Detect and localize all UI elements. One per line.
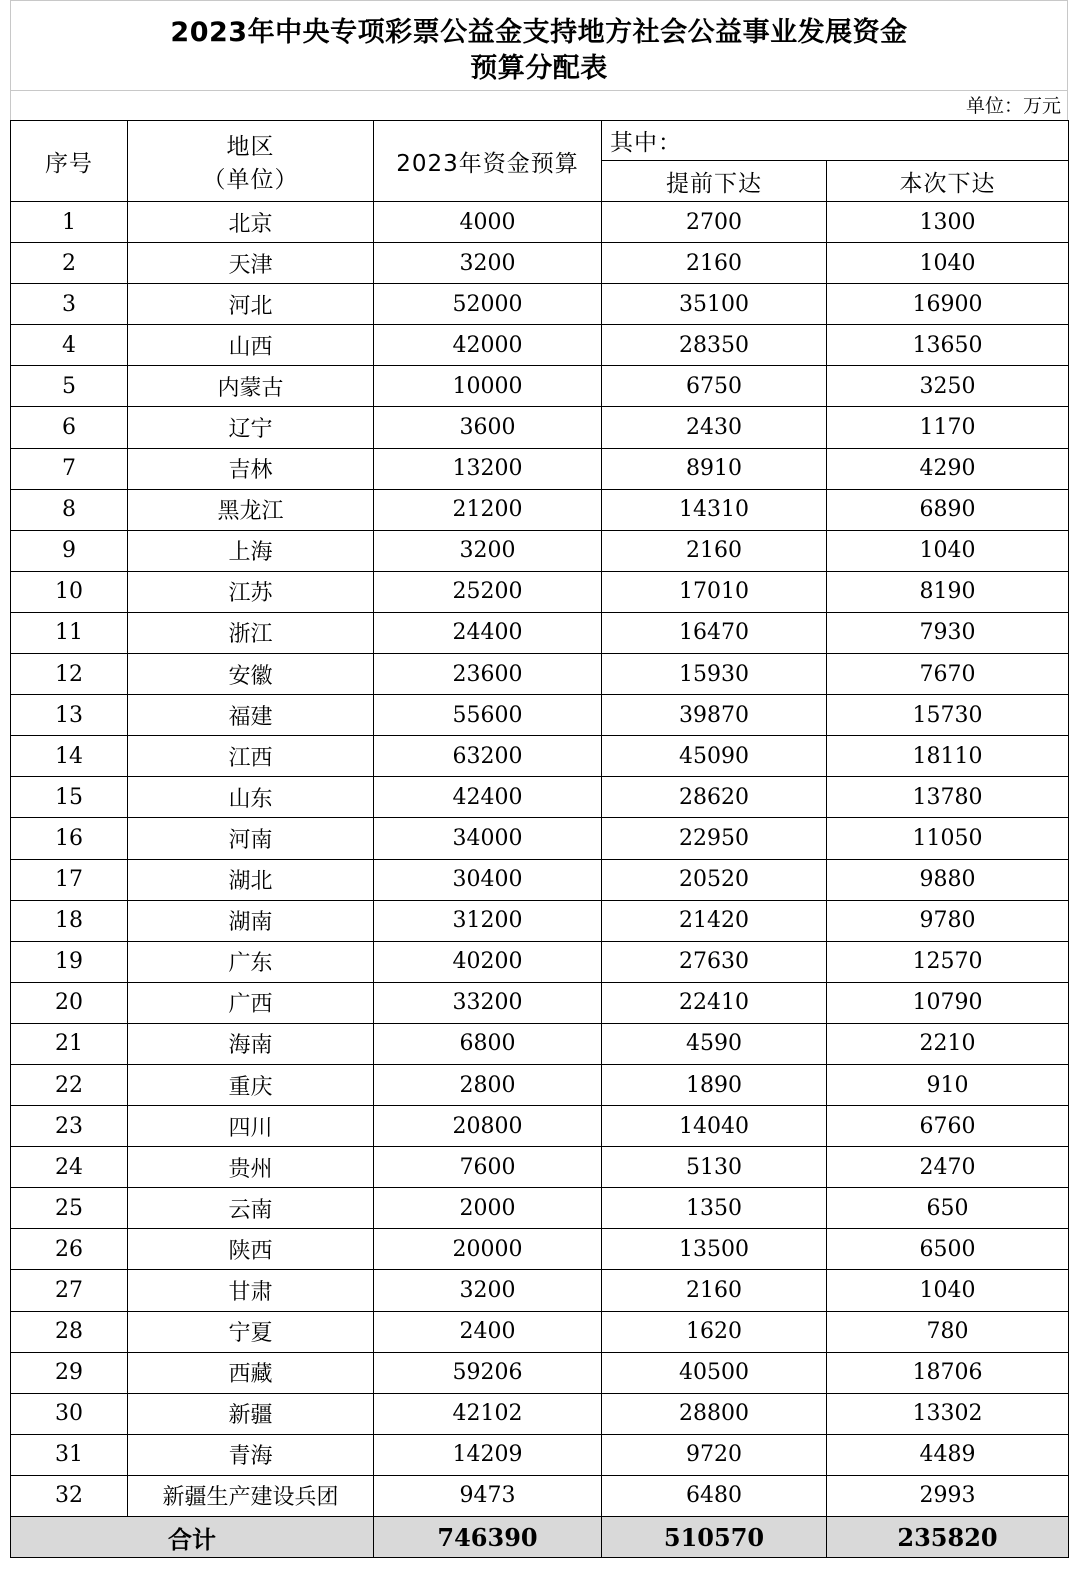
cell-current: 1170 xyxy=(827,407,1069,448)
cell-current: 910 xyxy=(827,1064,1069,1105)
cell-seq: 23 xyxy=(11,1106,128,1147)
cell-region: 海南 xyxy=(128,1023,374,1064)
cell-region: 河北 xyxy=(128,284,374,325)
cell-current: 4290 xyxy=(827,448,1069,489)
cell-current: 1040 xyxy=(827,530,1069,571)
header-current: 本次下达 xyxy=(827,161,1069,202)
cell-seq: 24 xyxy=(11,1147,128,1188)
cell-advance: 21420 xyxy=(602,900,827,941)
table-row xyxy=(11,366,1069,407)
cell-seq: 29 xyxy=(11,1352,128,1393)
cell-current: 7930 xyxy=(827,612,1069,653)
cell-current: 6500 xyxy=(827,1229,1069,1270)
cell-budget: 3200 xyxy=(374,243,602,284)
cell-seq: 10 xyxy=(11,571,128,612)
table-row xyxy=(11,243,1069,284)
cell-region: 甘肃 xyxy=(128,1270,374,1311)
cell-budget: 34000 xyxy=(374,818,602,859)
header-seq: 序号 xyxy=(11,121,128,202)
table-row xyxy=(11,489,1069,530)
cell-seq: 1 xyxy=(11,202,128,243)
cell-seq: 26 xyxy=(11,1229,128,1270)
cell-region: 内蒙古 xyxy=(128,366,374,407)
cell-seq: 18 xyxy=(11,900,128,941)
header-budget: 2023年资金预算 xyxy=(374,121,602,202)
cell-current: 650 xyxy=(827,1188,1069,1229)
table-row xyxy=(11,1147,1069,1188)
cell-advance: 16470 xyxy=(602,612,827,653)
cell-advance: 45090 xyxy=(602,736,827,777)
cell-seq: 13 xyxy=(11,695,128,736)
cell-seq: 28 xyxy=(11,1311,128,1352)
cell-current: 9780 xyxy=(827,900,1069,941)
cell-budget: 42000 xyxy=(374,325,602,366)
cell-advance: 6480 xyxy=(602,1475,827,1516)
cell-advance: 1620 xyxy=(602,1311,827,1352)
cell-budget: 40200 xyxy=(374,941,602,982)
cell-budget: 42400 xyxy=(374,777,602,818)
cell-current: 1040 xyxy=(827,243,1069,284)
table-row xyxy=(11,530,1069,571)
table-row xyxy=(11,612,1069,653)
cell-region: 浙江 xyxy=(128,612,374,653)
cell-budget: 3200 xyxy=(374,530,602,571)
table-row xyxy=(11,1188,1069,1229)
cell-current: 2993 xyxy=(827,1475,1069,1516)
cell-current: 780 xyxy=(827,1311,1069,1352)
cell-advance: 5130 xyxy=(602,1147,827,1188)
cell-advance: 15930 xyxy=(602,654,827,695)
cell-current: 11050 xyxy=(827,818,1069,859)
cell-region: 吉林 xyxy=(128,448,374,489)
cell-region: 福建 xyxy=(128,695,374,736)
cell-seq: 14 xyxy=(11,736,128,777)
cell-seq: 17 xyxy=(11,859,128,900)
table-body xyxy=(11,202,1069,1517)
table-row xyxy=(11,1229,1069,1270)
cell-current: 1040 xyxy=(827,1270,1069,1311)
cell-current: 6760 xyxy=(827,1106,1069,1147)
cell-current: 1300 xyxy=(827,202,1069,243)
cell-budget: 13200 xyxy=(374,448,602,489)
cell-advance: 6750 xyxy=(602,366,827,407)
cell-advance: 9720 xyxy=(602,1434,827,1475)
cell-region: 贵州 xyxy=(128,1147,374,1188)
cell-seq: 22 xyxy=(11,1064,128,1105)
cell-region: 重庆 xyxy=(128,1064,374,1105)
cell-budget: 7600 xyxy=(374,1147,602,1188)
cell-current: 12570 xyxy=(827,941,1069,982)
cell-budget: 2000 xyxy=(374,1188,602,1229)
cell-advance: 2160 xyxy=(602,530,827,571)
cell-budget: 52000 xyxy=(374,284,602,325)
cell-advance: 20520 xyxy=(602,859,827,900)
cell-seq: 2 xyxy=(11,243,128,284)
unit-label: 单位：万元 xyxy=(10,90,1068,120)
header-region xyxy=(128,121,374,202)
cell-budget: 9473 xyxy=(374,1475,602,1516)
cell-region: 天津 xyxy=(128,243,374,284)
cell-budget: 42102 xyxy=(374,1393,602,1434)
cell-region: 四川 xyxy=(128,1106,374,1147)
cell-budget: 31200 xyxy=(374,900,602,941)
table-row xyxy=(11,695,1069,736)
cell-seq: 12 xyxy=(11,654,128,695)
cell-current: 7670 xyxy=(827,654,1069,695)
cell-current: 8190 xyxy=(827,571,1069,612)
cell-budget: 55600 xyxy=(374,695,602,736)
table-row xyxy=(11,284,1069,325)
cell-region: 新疆生产建设兵团 xyxy=(128,1475,374,1516)
total-budget: 746390 xyxy=(374,1517,602,1558)
cell-budget: 3200 xyxy=(374,1270,602,1311)
cell-advance: 28350 xyxy=(602,325,827,366)
cell-advance: 1890 xyxy=(602,1064,827,1105)
total-current: 235820 xyxy=(827,1517,1069,1558)
cell-seq: 21 xyxy=(11,1023,128,1064)
cell-current: 10790 xyxy=(827,982,1069,1023)
table-row xyxy=(11,1475,1069,1516)
cell-seq: 7 xyxy=(11,448,128,489)
cell-budget: 6800 xyxy=(374,1023,602,1064)
table-row xyxy=(11,982,1069,1023)
table-row xyxy=(11,571,1069,612)
cell-seq: 15 xyxy=(11,777,128,818)
table-row xyxy=(11,859,1069,900)
cell-advance: 39870 xyxy=(602,695,827,736)
cell-region: 广西 xyxy=(128,982,374,1023)
cell-budget: 24400 xyxy=(374,612,602,653)
cell-seq: 31 xyxy=(11,1434,128,1475)
cell-current: 13650 xyxy=(827,325,1069,366)
cell-advance: 2160 xyxy=(602,243,827,284)
cell-advance: 2700 xyxy=(602,202,827,243)
table-row xyxy=(11,1311,1069,1352)
cell-region: 山西 xyxy=(128,325,374,366)
cell-region: 云南 xyxy=(128,1188,374,1229)
allocation-table xyxy=(10,120,1069,1558)
cell-budget: 59206 xyxy=(374,1352,602,1393)
cell-current: 2470 xyxy=(827,1147,1069,1188)
total-row xyxy=(11,1517,1069,1558)
table-row xyxy=(11,407,1069,448)
table-row xyxy=(11,818,1069,859)
cell-seq: 27 xyxy=(11,1270,128,1311)
cell-seq: 4 xyxy=(11,325,128,366)
header-advance: 提前下达 xyxy=(602,161,827,202)
cell-budget: 20800 xyxy=(374,1106,602,1147)
cell-seq: 6 xyxy=(11,407,128,448)
cell-region: 西藏 xyxy=(128,1352,374,1393)
cell-region: 湖南 xyxy=(128,900,374,941)
cell-region: 安徽 xyxy=(128,654,374,695)
table-row xyxy=(11,1106,1069,1147)
cell-advance: 28800 xyxy=(602,1393,827,1434)
title-block xyxy=(10,0,1068,90)
cell-region: 新疆 xyxy=(128,1393,374,1434)
cell-region: 湖北 xyxy=(128,859,374,900)
cell-advance: 2430 xyxy=(602,407,827,448)
budget-document xyxy=(10,0,1068,1558)
cell-budget: 14209 xyxy=(374,1434,602,1475)
table-row xyxy=(11,1393,1069,1434)
cell-budget: 30400 xyxy=(374,859,602,900)
cell-region: 江西 xyxy=(128,736,374,777)
cell-current: 6890 xyxy=(827,489,1069,530)
cell-region: 北京 xyxy=(128,202,374,243)
table-row xyxy=(11,325,1069,366)
cell-current: 18706 xyxy=(827,1352,1069,1393)
cell-region: 江苏 xyxy=(128,571,374,612)
header-region-line1: 地区 xyxy=(226,134,275,160)
cell-region: 陕西 xyxy=(128,1229,374,1270)
table-row xyxy=(11,654,1069,695)
cell-advance: 28620 xyxy=(602,777,827,818)
cell-region: 山东 xyxy=(128,777,374,818)
cell-seq: 3 xyxy=(11,284,128,325)
cell-advance: 40500 xyxy=(602,1352,827,1393)
cell-seq: 11 xyxy=(11,612,128,653)
cell-seq: 16 xyxy=(11,818,128,859)
header-region-line2: （单位） xyxy=(202,167,299,193)
document-subtitle: 预算分配表 xyxy=(470,53,608,84)
cell-budget: 2400 xyxy=(374,1311,602,1352)
cell-region: 广东 xyxy=(128,941,374,982)
cell-seq: 30 xyxy=(11,1393,128,1434)
cell-seq: 9 xyxy=(11,530,128,571)
cell-seq: 8 xyxy=(11,489,128,530)
cell-budget: 2800 xyxy=(374,1064,602,1105)
cell-current: 3250 xyxy=(827,366,1069,407)
cell-seq: 20 xyxy=(11,982,128,1023)
document-title: 2023年中央专项彩票公益金支持地方社会公益事业发展资金 xyxy=(170,17,908,48)
table-row xyxy=(11,202,1069,243)
table-row xyxy=(11,1270,1069,1311)
cell-budget: 4000 xyxy=(374,202,602,243)
cell-current: 9880 xyxy=(827,859,1069,900)
cell-seq: 25 xyxy=(11,1188,128,1229)
cell-advance: 35100 xyxy=(602,284,827,325)
cell-advance: 1350 xyxy=(602,1188,827,1229)
table-row xyxy=(11,777,1069,818)
cell-current: 18110 xyxy=(827,736,1069,777)
cell-advance: 13500 xyxy=(602,1229,827,1270)
table-row xyxy=(11,941,1069,982)
cell-current: 4489 xyxy=(827,1434,1069,1475)
cell-region: 辽宁 xyxy=(128,407,374,448)
table-row xyxy=(11,900,1069,941)
cell-budget: 3600 xyxy=(374,407,602,448)
cell-seq: 32 xyxy=(11,1475,128,1516)
cell-advance: 14310 xyxy=(602,489,827,530)
table-row xyxy=(11,1434,1069,1475)
cell-budget: 10000 xyxy=(374,366,602,407)
cell-advance: 8910 xyxy=(602,448,827,489)
cell-budget: 33200 xyxy=(374,982,602,1023)
cell-current: 2210 xyxy=(827,1023,1069,1064)
cell-current: 13780 xyxy=(827,777,1069,818)
cell-advance: 14040 xyxy=(602,1106,827,1147)
cell-region: 上海 xyxy=(128,530,374,571)
table-row xyxy=(11,448,1069,489)
cell-region: 青海 xyxy=(128,1434,374,1475)
table-row xyxy=(11,736,1069,777)
cell-current: 15730 xyxy=(827,695,1069,736)
cell-region: 河南 xyxy=(128,818,374,859)
cell-current: 16900 xyxy=(827,284,1069,325)
total-label: 合计 xyxy=(11,1517,374,1558)
table-row xyxy=(11,1023,1069,1064)
cell-advance: 27630 xyxy=(602,941,827,982)
cell-advance: 22950 xyxy=(602,818,827,859)
cell-budget: 63200 xyxy=(374,736,602,777)
total-advance: 510570 xyxy=(602,1517,827,1558)
cell-budget: 20000 xyxy=(374,1229,602,1270)
cell-advance: 4590 xyxy=(602,1023,827,1064)
table-row xyxy=(11,1352,1069,1393)
cell-current: 13302 xyxy=(827,1393,1069,1434)
cell-advance: 17010 xyxy=(602,571,827,612)
cell-advance: 2160 xyxy=(602,1270,827,1311)
cell-seq: 19 xyxy=(11,941,128,982)
header-of-which: 其中： xyxy=(602,121,1069,161)
cell-region: 宁夏 xyxy=(128,1311,374,1352)
cell-region: 黑龙江 xyxy=(128,489,374,530)
cell-budget: 21200 xyxy=(374,489,602,530)
cell-budget: 23600 xyxy=(374,654,602,695)
cell-advance: 22410 xyxy=(602,982,827,1023)
cell-budget: 25200 xyxy=(374,571,602,612)
table-row xyxy=(11,1064,1069,1105)
cell-seq: 5 xyxy=(11,366,128,407)
